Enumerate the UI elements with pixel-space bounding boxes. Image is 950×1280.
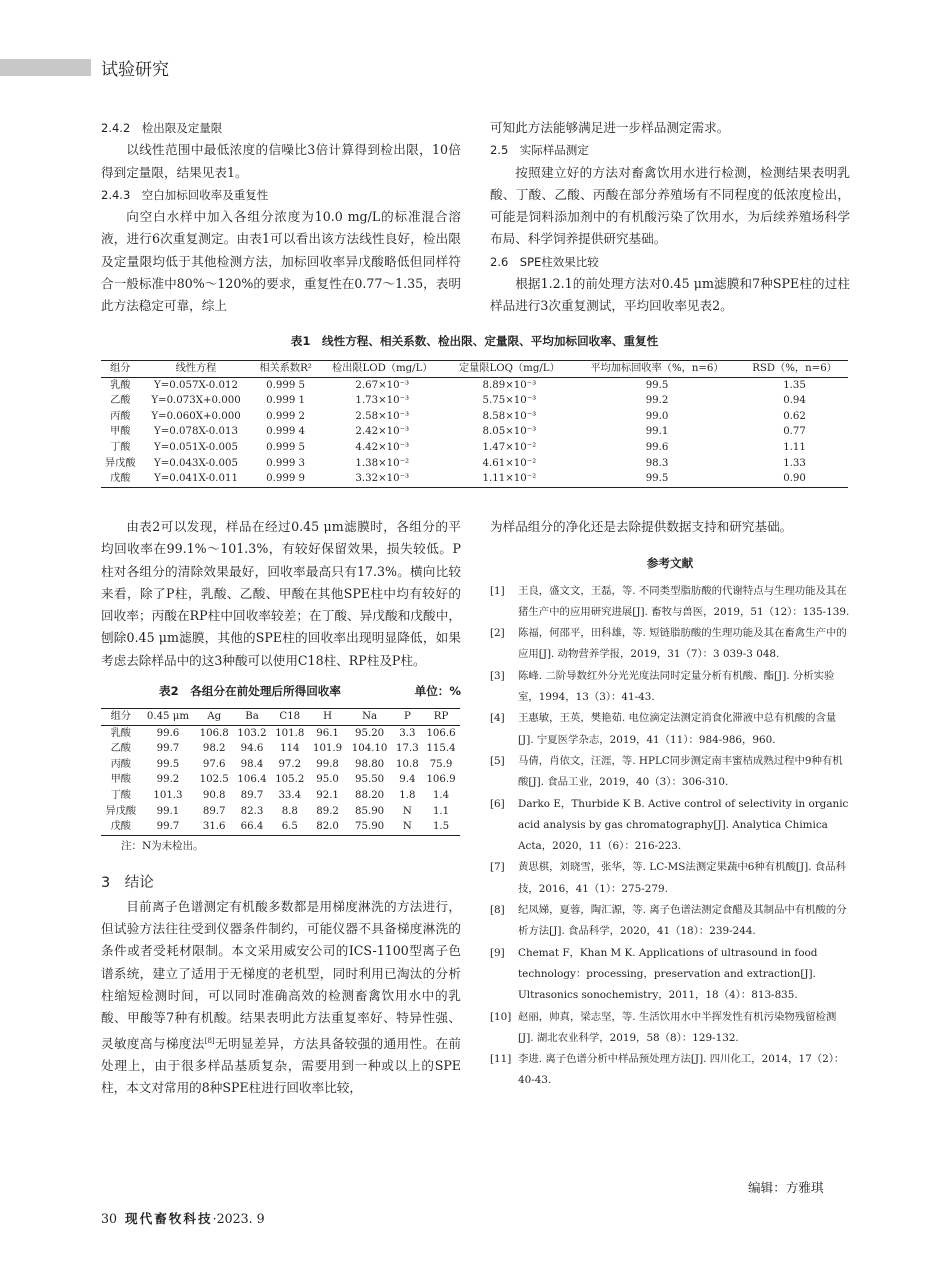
table2-header-cell: P (393, 709, 422, 726)
reference-item (490, 794, 850, 858)
table2-cell: 88.20 (355, 790, 385, 802)
reference-text: 陈峰. 二阶导数红外分光光度法同时定量分析有机酸、酯[J]. 分析实验室，1994，13（3）：41-43. (518, 669, 835, 704)
reference-item (490, 857, 850, 900)
table1-cell: 乙酸 (110, 395, 131, 407)
reference-item (490, 751, 850, 794)
table1-row (101, 424, 848, 440)
table1-cell: 2.42×10⁻³ (355, 426, 410, 438)
table2-cell: 乳酸 (110, 727, 131, 739)
table1-cell: 乳酸 (110, 379, 131, 391)
table2-cell: 89.7 (202, 805, 226, 817)
table1-cell: 0.999 2 (266, 410, 306, 422)
reference-number: [11] (490, 1053, 512, 1066)
table2-cell: 75.9 (429, 758, 453, 770)
table2-cell: 95.20 (355, 727, 385, 739)
table2-cell: N (402, 821, 412, 833)
table1-cell: 0.999 1 (266, 395, 306, 407)
table1-cell: 丁酸 (110, 441, 131, 453)
table1-cell: 4.42×10⁻³ (355, 441, 410, 453)
paragraph-2-5: 按照建立好的方法对畜禽饮用水进行检测，检测结果表明乳酸、丁酸、乙酸、丙酸在部分养殖场有不同程度的低浓度检出，可能是饲料添加剂中的有机酸污染了饮用水，为后续养殖场科学布局、科学饲养提供研究基础。 (490, 164, 850, 247)
table2-cell: 6.5 (281, 821, 298, 833)
table2-cell: 94.6 (240, 743, 264, 755)
table2-row (101, 725, 460, 741)
reference-text: 纪凤娣，夏蓉，陶汇源，等. 离子色谱法测定食醋及其制品中有机酸的分析方法[J]. 食品科学，2020，41（18）：239-244. (518, 904, 847, 938)
table2-cell: 17.3 (396, 743, 419, 755)
table1-row (101, 393, 848, 409)
table1-cell: 3.32×10⁻³ (355, 473, 410, 485)
table2-header-cell: Ba (233, 709, 271, 726)
editor-credit: 编辑：方雅琪 (748, 1180, 824, 1195)
table2-row (101, 741, 460, 757)
lower-right-column (490, 516, 850, 1092)
table2-cell: 101.8 (275, 727, 305, 739)
reference-item (490, 1049, 850, 1092)
table2-cell: 98.4 (240, 758, 264, 770)
table2-cell: 1.5 (432, 821, 450, 833)
table1-cell: 99.5 (645, 379, 669, 391)
table1-cell: 0.94 (783, 395, 806, 407)
table1-cell: 0.999 3 (266, 457, 306, 469)
table2-unit: 单位：% (414, 684, 461, 699)
table1-cell: 5.75×10⁻³ (482, 395, 537, 407)
header-bar (0, 59, 91, 76)
heading-2-5: 2.5 实际样品测定 (490, 143, 589, 158)
table1-row (101, 456, 848, 472)
table2-cell: 103.2 (237, 727, 267, 739)
reference-item (490, 666, 850, 709)
table2-cell: 99.6 (156, 727, 180, 739)
table2-cell: 89.7 (240, 790, 264, 802)
table2-header-cell: C18 (271, 709, 309, 726)
table2-cell: 98.80 (355, 758, 385, 770)
paragraph-conclusion: 目前离子色谱测定有机酸多数都是用梯度淋洗的方法进行，但试验方法往往受到仪器条件制约，可能仪器不具备梯度淋洗的条件或者受耗材限制。本文采用威安公司的ICS-1100型离子色谱系统，建立了适用于无梯度的老机型，同时利用已淘汰的分析柱缩短检测时间，可以同时准确高效的检测畜禽饮用水中的乳酸、甲酸等7种有机酸。结果表明此方法重复率好、特异性强、灵敏度高与梯度法[8]无明显差异，方法具备较强的通用性。在前处理上，由于很多样品基质复杂，需要用到一种或以上的SPE柱，本文对常用的8种SPE柱进行回收率比较， (101, 898, 462, 1096)
table2-cell: 99.8 (316, 758, 339, 770)
section-header: 试验研究 (101, 60, 169, 80)
table1-row (101, 471, 848, 487)
table2-row (101, 757, 460, 773)
table2-cell: 33.4 (278, 790, 302, 802)
table2-cell: 99.7 (156, 821, 180, 833)
table2-cell: 甲酸 (110, 774, 131, 786)
table2-row (101, 819, 460, 835)
reference-number: [6] (490, 797, 505, 810)
table1-cell: 2.67×10⁻³ (355, 379, 410, 391)
table1-cell: 4.61×10⁻² (482, 457, 537, 469)
table1-cell: Y=0.078X-0.013 (154, 426, 238, 438)
table2-cell: 丁酸 (110, 790, 131, 802)
reference-number: [2] (490, 627, 505, 640)
table2-cell: 1.4 (432, 790, 450, 802)
reference-number: [8] (490, 904, 505, 917)
table1-row (101, 440, 848, 456)
table2-header-cell: 组分 (101, 709, 141, 726)
table1-cell: 0.90 (783, 473, 806, 485)
table2-cell: 乙酸 (110, 743, 131, 755)
table2-cell: 97.2 (278, 758, 302, 770)
paragraph-table2-analysis: 由表2可以发现，样品在经过0.45 μm滤膜时，各组分的平均回收率在99.1%～101.3%，有较好保留效果，损失较低。P柱对各组分的清除效果最好，回收率最高只有17.3%。横向比较来看，除了P柱，乳酸、乙酸、甲酸在其他SPE柱中均有较好的回收率；丙酸在RP柱中回收率较差；在丁酸、异戊酸和戊酸中，刨除0.45 μm滤膜，其他的SPE柱的回收率出现明显降低，如果考虑去除样品中的这3种酸可以使用C18柱、RP柱及P柱。 (101, 519, 461, 668)
table2 (101, 708, 460, 836)
table2-header-cell: Na (346, 709, 392, 726)
table1-header-cell: RSD（%，n=6） (741, 361, 848, 378)
page-number: 30 (101, 1211, 118, 1226)
table1-cell: 异戊酸 (105, 457, 136, 469)
table1-cell: 甲酸 (110, 426, 131, 438)
table2-cell: 1.1 (432, 805, 450, 817)
table2-cell: 99.5 (156, 758, 180, 770)
table2-cell: 101.3 (153, 790, 183, 802)
heading-2-4-2: 2.4.2 检出限及定量限 (101, 121, 223, 135)
table1-row (101, 377, 848, 393)
table1-cell: Y=0.073X+0.000 (151, 395, 241, 407)
table1-cell: 1.47×10⁻² (482, 441, 537, 453)
references-title: 参考文献 (646, 556, 694, 571)
table2-cell: 丙酸 (110, 758, 131, 770)
table2-cell: 97.6 (202, 758, 226, 770)
heading-2-6: 2.6 SPE柱效果比较 (490, 254, 599, 269)
table2-cell: 102.5 (199, 774, 229, 786)
journal-issue: ·2023. 9 (212, 1211, 265, 1226)
table1-header-cell: 平均加标回收率（%，n=6） (573, 361, 741, 378)
table2-cell: 9.4 (399, 774, 416, 786)
paragraph-continuation-2: 为样品组分的净化还是去除提供数据支持和研究基础。 (490, 519, 793, 534)
table1-cell: 99.6 (645, 441, 669, 453)
reference-item (490, 708, 850, 751)
table1-cell: Y=0.057X-0.012 (154, 379, 238, 391)
table1-cell: 0.999 9 (266, 473, 306, 485)
reference-number: [3] (490, 669, 505, 682)
table2-cell: N (402, 805, 412, 817)
table2-cell: 82.3 (240, 805, 264, 817)
table2-cell: 106.8 (199, 727, 229, 739)
paragraph-2-4-3: 向空白水样中加入各组分浓度为10.0 mg/L的标准混合溶液，进行6次重复测定。由表1可以看出该方法线性良好，检出限及定量限均低于其他检测方法，加标回收率异戊酸略低但同样符合一般标准中80%～120%的要求，重复性在0.77～1.35，表明此方法稳定可靠，综上 (101, 209, 461, 314)
table1-cell: 0.999 4 (266, 426, 306, 438)
table2-cell: 异戊酸 (105, 805, 137, 817)
table2-cell: 96.1 (316, 727, 339, 739)
table2-cell: 82.0 (316, 821, 339, 833)
paragraph-2-6: 根据1.2.1的前处理方法对0.45 μm滤膜和7种SPE柱的过柱样品进行3次重复测试，平均回收率见表2。 (490, 276, 850, 314)
table1-cell: 1.11×10⁻² (482, 473, 537, 485)
reference-item (490, 900, 850, 943)
table2-cell: 106.4 (237, 774, 267, 786)
heading-conclusion: 3 结论 (101, 874, 154, 891)
table2-cell: 106.6 (426, 727, 456, 739)
table2-cell: 90.8 (202, 790, 226, 802)
table2-cell: 104.10 (351, 743, 388, 755)
reference-text: Chemat F，Khan M K. Applications of ultrasound in food technology：processing，preservation and extraction[J]. Ultrasonics sonochemistry，2011，18（4）：813-835. (518, 946, 818, 1002)
reference-text: 陈福，何邵平，田科雄，等. 短链脂肪酸的生理功能及其在畜禽生产中的应用[J]. 动物营养学报，2019，31（7）：3 039-3 048. (518, 627, 847, 661)
table1-header-cell: 组分 (101, 361, 140, 378)
reference-text: 黄思棋，刘晓雪，张华，等. LC-MS法测定果蔬中6种有机酸[J]. 食品科技，2016，41（1）：275-279. (518, 861, 846, 895)
table1-cell: Y=0.041X-0.011 (154, 473, 238, 485)
reference-item (490, 623, 850, 666)
upper-left-column (101, 117, 461, 318)
table1-cell: Y=0.043X-0.005 (154, 457, 238, 469)
reference-text: 马倩，肖依文，汪涯，等. HPLC同步测定南丰蜜桔成熟过程中9种有机酸[J]. 食品工业，2019，40（3）：306-310. (518, 754, 843, 789)
table1-cell: 8.58×10⁻³ (482, 410, 537, 422)
table2-header-cell: 0.45 μm (141, 709, 196, 726)
table2-cell: 10.8 (396, 758, 419, 770)
table1 (101, 360, 848, 488)
table1-cell: 98.3 (645, 457, 669, 469)
table1-header-cell: 相关系数R² (252, 361, 318, 378)
table1-cell: 戊酸 (110, 473, 131, 485)
reference-text: 王良，盛文文，王磊，等. 不同类型脂肪酸的代谢特点与生理功能及其在猪生产中的应用研究进展[J]. 畜牧与兽医，2019，51（12）：135-139. (518, 584, 850, 618)
lower-left-column (101, 516, 461, 1100)
table2-cell: 66.4 (240, 821, 264, 833)
reference-item (490, 943, 850, 1007)
reference-number: [1] (490, 584, 505, 597)
table2-cell: 114 (280, 743, 300, 755)
table2-row (101, 804, 460, 820)
table2-cell: 1.8 (399, 790, 416, 802)
reference-number: [10] (490, 1010, 512, 1023)
reference-number: [9] (490, 946, 505, 959)
table2-cell: 89.2 (316, 805, 339, 817)
table2-cell: 31.6 (202, 821, 226, 833)
table1-caption: 表1 线性方程、相关系数、检出限、定量限、平均加标回收率、重复性 (290, 334, 659, 348)
table1-header-cell: 线性方程 (140, 361, 253, 378)
table2-cell: 99.7 (156, 743, 180, 755)
table1-cell: 1.35 (783, 379, 806, 391)
table2-header-cell: H (309, 709, 347, 726)
table1-cell: 1.73×10⁻³ (355, 395, 410, 407)
table1-cell: 1.11 (783, 441, 806, 453)
table1-cell: 8.89×10⁻³ (482, 379, 537, 391)
table1-header-cell: 检出限LOD（mg/L） (319, 361, 446, 378)
table2-cell: 115.4 (426, 743, 456, 755)
reference-number: [4] (490, 712, 505, 725)
table1-row (101, 409, 848, 425)
paragraph-2-4-2: 以线性范围中最低浓度的信噪比3倍计算得到检出限，10倍得到定量限，结果见表1。 (101, 142, 461, 180)
heading-2-4-3: 2.4.3 空白加标回收率及重复性 (101, 187, 269, 202)
table1-cell: Y=0.060X+0.000 (151, 410, 241, 422)
references-list (490, 581, 850, 1092)
table2-cell: 105.2 (275, 774, 305, 786)
reference-item (490, 581, 850, 624)
table1-cell: 99.1 (645, 426, 669, 438)
table2-cell: 99.1 (156, 805, 180, 817)
reference-text: Darko E，Thurbide K B. Active control of selectivity in organic acid analysis by gas chromatography[J]. Analytica Chimica Acta，2020，11（6）：216-223. (518, 797, 849, 853)
table1-cell: 99.2 (645, 395, 669, 407)
upper-right-column (490, 117, 850, 318)
table1-cell: 丙酸 (110, 410, 131, 422)
table1-cell: 0.62 (783, 410, 806, 422)
table2-cell: 85.90 (355, 805, 385, 817)
reference-text: 王惠敏，王英，樊艳茹. 电位滴定法测定消食化滞液中总有机酸的含量[J]. 宁夏医学杂志，2019，41（11）：984-986，960. (518, 712, 837, 746)
table1-header-cell: 定量限LOQ（mg/L） (446, 361, 573, 378)
reference-text: 赵丽，帅真，梁志坚，等. 生活饮用水中半挥发性有机污染物残留检测[J]. 湖北农业科学，2019，58（8）：129-132. (518, 1010, 837, 1044)
table2-cell: 3.3 (399, 727, 416, 739)
reference-item (490, 1007, 850, 1050)
table1-cell: 0.77 (783, 426, 806, 438)
table2-cell: 8.8 (281, 805, 298, 817)
table1-cell: 0.999 5 (266, 441, 306, 453)
table2-cell: 106.9 (426, 774, 456, 786)
table1-cell: 0.999 5 (266, 379, 306, 391)
table1-cell: 99.5 (645, 473, 669, 485)
table2-cell: 99.2 (156, 774, 180, 786)
table2-caption: 表2 各组分在前处理后所得回收率 (159, 684, 341, 699)
reference-text: 李进. 离子色谱分析中样品预处理方法[J]. 四川化工，2014，17（2）：40-43. (518, 1053, 845, 1087)
reference-number: [5] (490, 754, 505, 767)
table2-cell: 95.0 (316, 774, 339, 786)
paragraph-continuation: 可知此方法能够满足进一步样品测定需求。 (490, 120, 730, 135)
table2-cell: 戊酸 (110, 821, 131, 833)
journal-name: 现代畜牧科技 (125, 1211, 213, 1226)
table2-row (101, 788, 460, 804)
table1-cell: 99.0 (645, 410, 669, 422)
table2-cell: 92.1 (316, 790, 339, 802)
table2-cell: 95.50 (355, 774, 385, 786)
table2-cell: 75.90 (355, 821, 385, 833)
table2-header-cell: Ag (195, 709, 233, 726)
table2-cell: 98.2 (202, 743, 226, 755)
table1-cell: 8.05×10⁻³ (482, 426, 537, 438)
table2-note: 注：N为未检出。 (121, 839, 204, 852)
reference-number: [7] (490, 861, 505, 874)
table1-cell: 1.38×10⁻² (355, 457, 410, 469)
table1-cell: 1.33 (783, 457, 806, 469)
table1-cell: Y=0.051X-0.005 (154, 441, 238, 453)
table2-cell: 101.9 (313, 743, 343, 755)
footer (101, 1208, 265, 1227)
table2-header-cell: RP (422, 709, 460, 726)
table2-row (101, 772, 460, 788)
citation-8: [8] (204, 1036, 215, 1045)
table1-cell: 2.58×10⁻³ (355, 410, 410, 422)
